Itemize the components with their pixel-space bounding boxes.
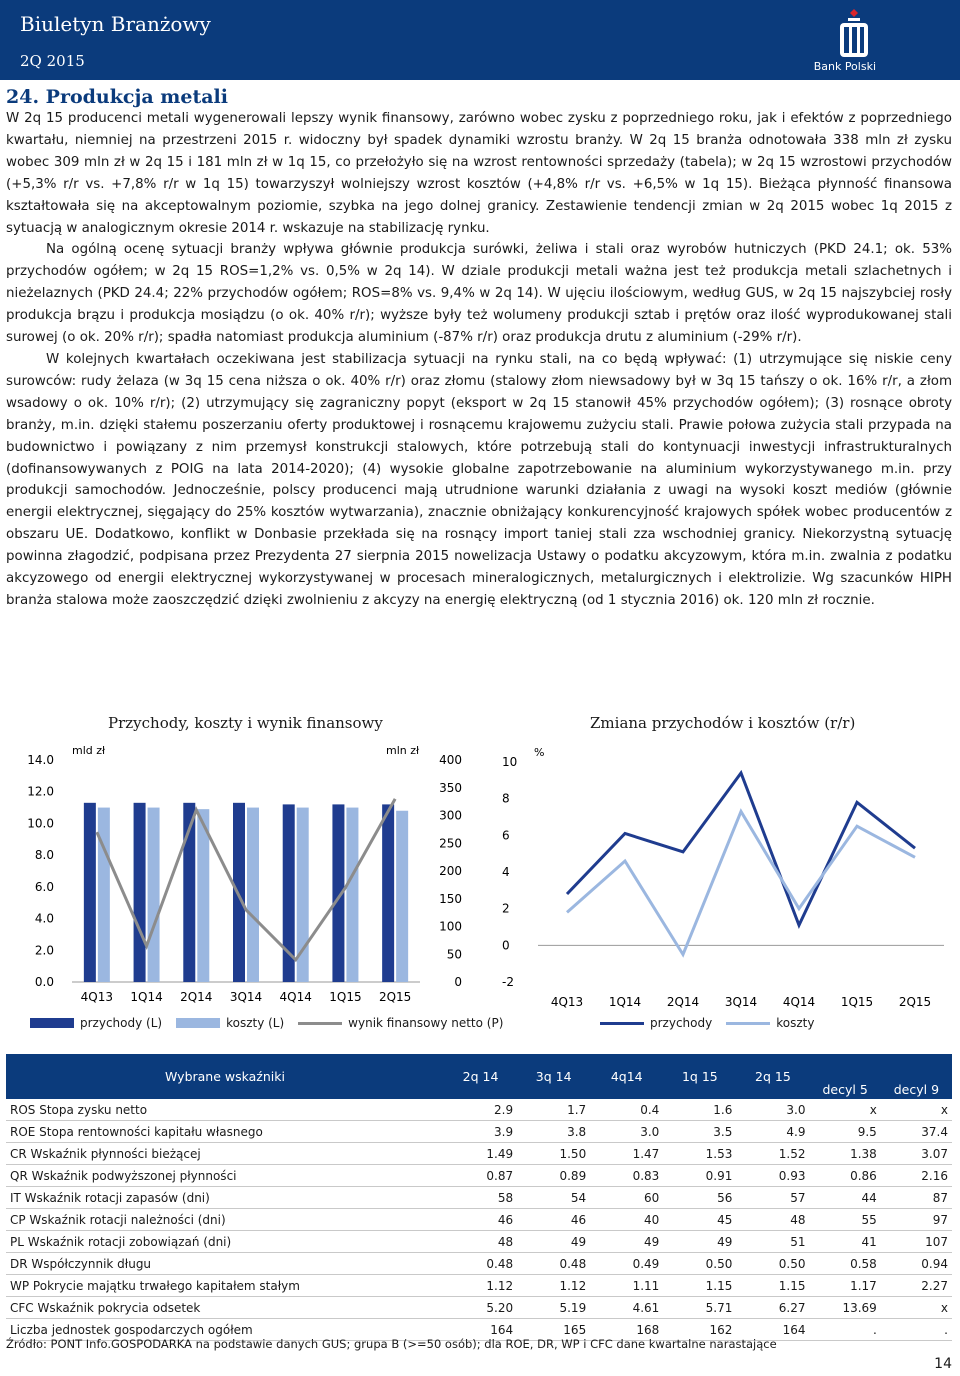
- indicator-name: DR Współczynnik długu: [6, 1253, 444, 1275]
- indicator-name: ROS Stopa zysku netto: [6, 1099, 444, 1121]
- indicator-value: 1.7: [517, 1099, 590, 1121]
- y-tick-left: 8.0: [34, 848, 54, 863]
- table-header: decyl 5: [809, 1054, 880, 1099]
- indicator-value: 1.53: [663, 1143, 736, 1165]
- legend-swatch: [726, 1022, 770, 1025]
- table-header: 4q14: [590, 1054, 663, 1099]
- y-tick: 2: [502, 901, 510, 916]
- indicator-value: 0.87: [444, 1165, 517, 1187]
- indicator-value: 48: [736, 1209, 809, 1231]
- indicator-value: 165: [517, 1319, 590, 1341]
- table-row: [6, 1121, 952, 1143]
- indicator-name: ROE Stopa rentowności kapitału własnego: [6, 1121, 444, 1143]
- indicator-value: 45: [663, 1209, 736, 1231]
- indicator-value: 1.49: [444, 1143, 517, 1165]
- indicator-value: 1.17: [809, 1275, 880, 1297]
- line-przychody: [567, 773, 915, 925]
- indicator-value: 168: [590, 1319, 663, 1341]
- y-tick-left: 0.0: [34, 975, 54, 989]
- legend-label: koszty: [776, 1016, 815, 1030]
- y-tick-right: 200: [439, 864, 462, 878]
- table-header: 3q 14: [517, 1054, 590, 1099]
- table-row: [6, 1165, 952, 1187]
- y-axis-label-right: mln zł: [386, 744, 420, 757]
- table-row: [6, 1231, 952, 1253]
- y-tick: 10: [502, 755, 518, 769]
- pko-logo-icon: [834, 8, 874, 60]
- y-tick: 0: [502, 938, 510, 953]
- indicator-value: 3.07: [881, 1143, 952, 1165]
- indicator-value: 0.49: [590, 1253, 663, 1275]
- bar-przychody: [134, 803, 146, 982]
- table-header: 2q 15: [736, 1054, 809, 1099]
- y-tick-right: 50: [446, 947, 462, 962]
- indicator-value: 46: [444, 1209, 517, 1231]
- line-koszty: [567, 812, 915, 955]
- y-tick: 6: [502, 828, 510, 843]
- bar-przychody: [382, 804, 394, 982]
- indicator-value: 3.9: [444, 1121, 517, 1143]
- indicator-value: 60: [590, 1187, 663, 1209]
- indicator-value: 58: [444, 1187, 517, 1209]
- y-tick-left: 4.0: [34, 911, 54, 926]
- y-tick-left: 10.0: [27, 816, 54, 831]
- indicator-value: 97: [881, 1209, 952, 1231]
- bar-przychody: [84, 803, 96, 982]
- indicator-value: 3.0: [590, 1121, 663, 1143]
- legend-label: przychody (L): [80, 1016, 163, 1030]
- indicator-value: 1.12: [517, 1275, 590, 1297]
- article-body: [6, 108, 952, 612]
- bar-przychody: [233, 803, 245, 982]
- legend-swatch: [600, 1022, 644, 1025]
- indicator-value: 57: [736, 1187, 809, 1209]
- indicator-value: 5.20: [444, 1297, 517, 1319]
- indicator-value: 49: [663, 1231, 736, 1253]
- y-tick-right: 400: [439, 753, 462, 767]
- indicator-name: CR Wskaźnik płynności bieżącej: [6, 1143, 444, 1165]
- indicator-name: IT Wskaźnik rotacji zapasów (dni): [6, 1187, 444, 1209]
- indicator-value: 48: [444, 1231, 517, 1253]
- bar-koszty: [396, 811, 408, 982]
- indicator-value: 0.58: [809, 1253, 880, 1275]
- x-tick-label: 2Q14: [180, 990, 213, 1004]
- table-row: [6, 1253, 952, 1275]
- indicator-value: 55: [809, 1209, 880, 1231]
- indicator-value: 54: [517, 1187, 590, 1209]
- legend-swatch: [176, 1018, 220, 1028]
- indicator-value: 1.47: [590, 1143, 663, 1165]
- indicator-name: CP Wskaźnik rotacji należności (dni): [6, 1209, 444, 1231]
- y-tick-left: 14.0: [27, 753, 54, 767]
- indicator-value: 1.15: [663, 1275, 736, 1297]
- y-tick-right: 250: [439, 836, 462, 851]
- indicator-value: 107: [881, 1231, 952, 1253]
- x-tick-label: 1Q15: [329, 990, 362, 1004]
- indicator-value: 1.38: [809, 1143, 880, 1165]
- indicator-value: 1.50: [517, 1143, 590, 1165]
- y-tick: 4: [502, 865, 510, 879]
- indicator-value: 6.27: [736, 1297, 809, 1319]
- indicator-value: 51: [736, 1231, 809, 1253]
- indicator-value: 46: [517, 1209, 590, 1231]
- indicator-value: 87: [881, 1187, 952, 1209]
- y-tick-right: 150: [439, 891, 462, 906]
- bulletin-period: 2Q 2015: [20, 52, 85, 70]
- indicator-value: 56: [663, 1187, 736, 1209]
- legend-label: przychody: [650, 1016, 713, 1030]
- bar-koszty: [148, 808, 160, 982]
- source-note: Źródło: PONT Info.GOSPODARKA na podstawie danych GUS; grupa B (>=50 osób); dla ROE, DR, WP i CFC dane kwartalne narastające: [6, 1337, 777, 1351]
- indicator-value: 0.50: [663, 1253, 736, 1275]
- indicator-name: CFC Wskaźnik pokrycia odsetek: [6, 1297, 444, 1319]
- x-tick-label: 3Q14: [724, 995, 758, 1008]
- table-row: [6, 1099, 952, 1121]
- y-axis-label-left: mld zł: [72, 744, 106, 757]
- bar-koszty: [98, 808, 110, 982]
- indicator-value: 3.5: [663, 1121, 736, 1143]
- paragraph: W kolejnych kwartałach oczekiwana jest stabilizacja sytuacji na rynku stali, na co będą wpływać: (1) utrzymujące się niskie ceny surowców: rudy żelaza (w 3q 15 cena niższa o ok. 40% r/r) oraz złomu (stalowy złom niewsadowy był w 3q 15 tańszy o ok. 16% r/r, a złom wsadowy o ok. 10% r/r); (2) utrzymujący się zagraniczny popyt (eksport w 2q 15 stanowił 45% przychodów ogółem); (3) rosnące obroty branży, m.in. dzięki stałemu poszerzaniu oferty produktowej i rosnącemu krajowemu zużyciu stali. Prawie połowa zużycia stali przypada na budownictwo i powiązany z nim przemysł konstrukcji stalowych, które potrzebują stali do kontynuacji inwestycji infrastrukturalnych (dofinansowywanych z POIG na lata 2014-2020); (4) wysokie globalne zapotrzebowanie na aluminium wykorzystywanego m.in. przy produkcji samochodów. Jednocześnie, polscy producenci mają utrudnione warunki działania z uwagi na wysoki koszt mediów (głównie energii elektrycznej, sięgający do 25% kosztów wytwarzania), znacznie obniżający konkurencyjność krajowych spółek wobec producentów z obszaru UE. Dodatkowo, konflikt w Donbasie przekłada się na rosnący import taniej stali zza wschodniej granicy. Niekorzystną sytuację powinna złagodzić, podpisana przez Prezydenta 27 sierpnia 2015 nowelizacja Ustawy o podatku akcyzowym, która m.in. zwalnia z podatku akcyzowego od energii elektrycznej wykorzystywanej w procesach mineralogicznych, metalurgicznych i elektrolizie. Wg szacunków HIPH branża stalowa może zaoszczędzić dzięki zwolnieniu z akcyzy na energię elektryczną (od 1 stycznia 2016) ok. 120 mln zł rocznie.: [6, 351, 952, 608]
- indicator-value: 0.94: [881, 1253, 952, 1275]
- chart-change-legend: [600, 1016, 814, 1030]
- indicator-value: 37.4: [881, 1121, 952, 1143]
- indicator-value: 0.91: [663, 1165, 736, 1187]
- indicator-value: x: [881, 1297, 952, 1319]
- y-tick: -2: [502, 975, 514, 989]
- indicator-name: PL Wskaźnik rotacji zobowiązań (dni): [6, 1231, 444, 1253]
- x-tick-label: 1Q15: [840, 995, 874, 1008]
- indicator-value: 5.19: [517, 1297, 590, 1319]
- chart-financials-legend: [30, 1016, 503, 1030]
- legend-swatch: [30, 1018, 74, 1028]
- indicator-value: 1.52: [736, 1143, 809, 1165]
- indicators-table: [6, 1054, 952, 1341]
- legend-swatch: [298, 1022, 342, 1025]
- indicator-value: 5.71: [663, 1297, 736, 1319]
- paragraph: W 2q 15 producenci metali wygenerowali lepszy wynik finansowy, zarówno wobec zysku z poprzedniego roku, jak i efektów z poprzedniego kwartału, niemniej na przestrzeni 2015 r. widoczny był spadek dynamiki wzrostu branży. W 2q 15 branża odnotowała 338 mln zł zysku wobec 309 mln zł w 2q 15 i 181 mln zł w 1q 15, co przełożyło się na wzrost rentowności sprzedaży (tabela); w 2q 15 wzrostowi przychodów (+5,3% r/r vs. +7,8% r/r w 1q 15) towarzyszył wolniejszy wzrost kosztów (+4,8% r/r vs. +6,5% w 1q 15). Bieżąca płynność finansowa kształtowała się na akceptowalnym poziomie, szybka na jego dolnej granicy. Zestawienie tendencji zmian w 2q 2015 wobec 1q 2015 z sytuacją w analogicznym okresie 2014 r. wskazuje na stabilizację rynku.: [6, 111, 952, 236]
- y-axis-label: %: [534, 746, 545, 759]
- table-row: [6, 1143, 952, 1165]
- indicator-value: 2.27: [881, 1275, 952, 1297]
- table-row: [6, 1209, 952, 1231]
- indicator-value: 0.83: [590, 1165, 663, 1187]
- table-row: [6, 1275, 952, 1297]
- indicator-value: 0.93: [736, 1165, 809, 1187]
- x-tick-label: 2Q15: [378, 990, 412, 1004]
- indicator-value: x: [809, 1099, 880, 1121]
- indicator-value: 44: [809, 1187, 880, 1209]
- indicator-name: Liczba jednostek gospodarczych ogółem: [6, 1319, 444, 1341]
- x-tick-label: 1Q14: [608, 995, 642, 1008]
- x-tick-label: 1Q14: [130, 990, 163, 1004]
- y-tick-left: 12.0: [27, 784, 54, 799]
- x-tick-label: 4Q13: [550, 995, 584, 1008]
- table-header: 2q 14: [444, 1054, 517, 1099]
- indicator-value: 1.15: [736, 1275, 809, 1297]
- table-header: Wybrane wskaźniki: [6, 1054, 444, 1099]
- indicator-name: WP Pokrycie majątku trwałego kapitałem stałym: [6, 1275, 444, 1297]
- table-header: 1q 15: [663, 1054, 736, 1099]
- indicator-value: 13.69: [809, 1297, 880, 1319]
- indicator-value: 4.9: [736, 1121, 809, 1143]
- indicator-value: 0.48: [444, 1253, 517, 1275]
- y-tick-right: 350: [439, 780, 462, 795]
- table-header: decyl 9: [881, 1054, 952, 1099]
- x-tick-label: 2Q15: [898, 995, 932, 1008]
- indicator-value: 2.9: [444, 1099, 517, 1121]
- indicator-value: 41: [809, 1231, 880, 1253]
- indicator-value: 2.16: [881, 1165, 952, 1187]
- indicator-value: 3.0: [736, 1099, 809, 1121]
- bank-name: Bank Polski: [813, 60, 876, 73]
- indicator-value: x: [881, 1099, 952, 1121]
- y-tick-right: 100: [439, 919, 462, 934]
- y-tick-right: 300: [439, 808, 462, 823]
- indicator-value: .: [809, 1319, 880, 1341]
- x-tick-label: 4Q14: [279, 990, 312, 1004]
- indicator-value: 4.61: [590, 1297, 663, 1319]
- indicator-value: 49: [517, 1231, 590, 1253]
- bulletin-title: Biuletyn Branżowy: [20, 12, 211, 36]
- indicator-value: 162: [663, 1319, 736, 1341]
- indicator-value: 3.8: [517, 1121, 590, 1143]
- chart-title-change: Zmiana przychodów i kosztów (r/r): [590, 714, 856, 732]
- x-tick-label: 4Q14: [782, 995, 816, 1008]
- chart-financials: [0, 738, 480, 1008]
- page-number: 14: [934, 1356, 952, 1372]
- y-tick-right: 0: [454, 975, 462, 989]
- indicator-value: 0.4: [590, 1099, 663, 1121]
- indicator-value: 0.48: [517, 1253, 590, 1275]
- bar-koszty: [247, 808, 259, 982]
- y-tick-left: 2.0: [34, 943, 54, 958]
- indicator-value: 40: [590, 1209, 663, 1231]
- legend-label: wynik finansowy netto (P): [348, 1016, 504, 1030]
- indicator-value: .: [881, 1319, 952, 1341]
- indicator-value: 0.86: [809, 1165, 880, 1187]
- indicator-value: 49: [590, 1231, 663, 1253]
- chart-change: [490, 738, 956, 1008]
- indicator-value: 1.11: [590, 1275, 663, 1297]
- indicator-value: 164: [444, 1319, 517, 1341]
- table-row: [6, 1297, 952, 1319]
- indicator-value: 1.12: [444, 1275, 517, 1297]
- x-tick-label: 4Q13: [80, 990, 114, 1004]
- x-tick-label: 2Q14: [666, 995, 700, 1008]
- legend-label: koszty (L): [226, 1016, 285, 1030]
- x-tick-label: 3Q14: [229, 990, 263, 1004]
- indicator-value: 9.5: [809, 1121, 880, 1143]
- paragraph: Na ogólną ocenę sytuacji branży wpływa głównie produkcja surówki, żeliwa i stali oraz wyrobów hutniczych (PKD 24.1; ok. 53% przychodów ogółem; w 2q 15 ROS=1,2% vs. 0,5% w 2q 14). W dziale produkcji metali ważna jest też produkcja metali szlachetnych i nieżelaznych (PKD 24.4; 22% przychodów ogółem; ROS=8% vs. 9,4% w 2q 14). W ujęciu ilościowym, według GUS, w 2q 15 najszybciej rosły produkcja brązu i produkcja mosiądzu (o ok. 40% r/r); wyższe były też wolumeny produkcji sztab i prętów oraz ilość wyprodukowanej stali surowej (o ok. 20% r/r); spadła natomiast produkcja aluminium (-87% r/r) oraz produkcja drutu z aluminium (-29% r/r).: [6, 242, 952, 346]
- indicator-value: 0.50: [736, 1253, 809, 1275]
- y-tick-left: 6.0: [34, 879, 54, 894]
- y-tick: 8: [502, 791, 510, 806]
- indicator-value: 164: [736, 1319, 809, 1341]
- chart-title-financials: Przychody, koszty i wynik finansowy: [108, 714, 383, 732]
- header-bar: [0, 0, 960, 80]
- section-title: 24. Produkcja metali: [6, 86, 228, 108]
- table-row: [6, 1187, 952, 1209]
- indicator-value: 1.6: [663, 1099, 736, 1121]
- indicator-name: QR Wskaźnik podwyższonej płynności: [6, 1165, 444, 1187]
- bar-koszty: [346, 808, 358, 982]
- indicator-value: 0.89: [517, 1165, 590, 1187]
- table-header-row: [6, 1054, 952, 1099]
